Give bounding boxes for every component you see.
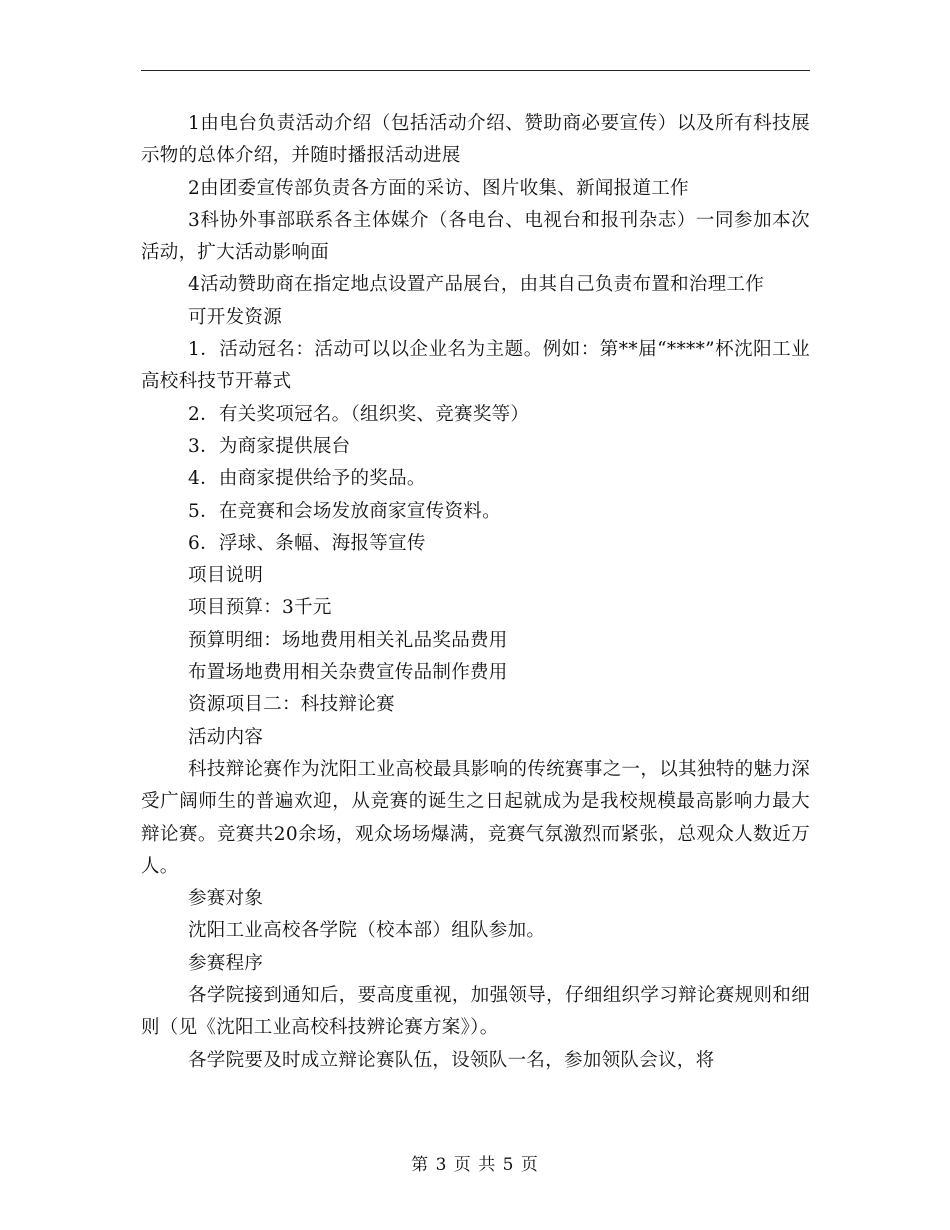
list-item: 1．活动冠名：活动可以以企业名为主题。例如：第**届“****”杯沈阳工业高校科技节开幕式 bbox=[141, 339, 810, 393]
header-rule bbox=[141, 70, 810, 71]
paragraph: 布置场地费用相关杂费宣传品制作费用 bbox=[188, 662, 508, 684]
list-item: 6．浮球、条幅、海报等宣传 bbox=[188, 532, 426, 554]
paragraph: 各学院要及时成立辩论赛队伍，设领队一名，参加领队会议，将 bbox=[188, 1049, 715, 1071]
section-heading: 资源项目二：科技辩论赛 bbox=[188, 694, 395, 716]
page-footer: 第 3 页 共 5 页 bbox=[411, 1155, 539, 1175]
paragraph: 2由团委宣传部负责各方面的采访、图片收集、新闻报道工作 bbox=[188, 177, 689, 199]
section-heading: 参赛程序 bbox=[188, 952, 264, 974]
list-item: 3．为商家提供展台 bbox=[188, 435, 351, 457]
section-heading: 活动内容 bbox=[188, 726, 264, 748]
paragraph: 1由电台负责活动介绍（包括活动介绍、赞助商必要宣传）以及所有科技展示物的总体介绍，并随时播报活动进展 bbox=[141, 113, 810, 167]
paragraph: 项目预算：3千元 bbox=[188, 597, 332, 619]
paragraph: 预算明细：场地费用相关礼品奖品费用 bbox=[188, 629, 508, 651]
paragraph: 科技辩论赛作为沈阳工业高校最具影响的传统赛事之一，以其独特的魅力深受广阔师生的普遍欢迎，从竞赛的诞生之日起就成为是我校规模最高影响力最大辩论赛。竞赛共20余场，观众场场爆满，竞赛气氛激烈而紧张，总观众人数近万人。 bbox=[141, 758, 810, 877]
section-heading: 参赛对象 bbox=[188, 888, 264, 910]
paragraph: 3科协外事部联系各主体媒介（各电台、电视台和报刊杂志）一同参加本次活动，扩大活动影响面 bbox=[141, 209, 810, 264]
paragraph: 4活动赞助商在指定地点设置产品展台，由其自己负责布置和治理工作 bbox=[188, 274, 765, 296]
list-item: 4．由商家提供给予的奖品。 bbox=[188, 468, 426, 490]
list-item: 5．在竞赛和会场发放商家宣传资料。 bbox=[188, 500, 501, 522]
list-item: 2．有关奖项冠名。（组织奖、竞赛奖等） bbox=[188, 403, 530, 425]
paragraph: 各学院接到通知后，要高度重视，加强领导，仔细组织学习辩论赛规则和细则（见《沈阳工业高校科技辨论赛方案》）。 bbox=[141, 985, 810, 1039]
paragraph: 沈阳工业高校各学院（校本部）组队参加。 bbox=[188, 920, 546, 942]
section-heading: 项目说明 bbox=[188, 565, 264, 587]
document-body bbox=[141, 108, 810, 1077]
section-heading: 可开发资源 bbox=[188, 306, 283, 328]
